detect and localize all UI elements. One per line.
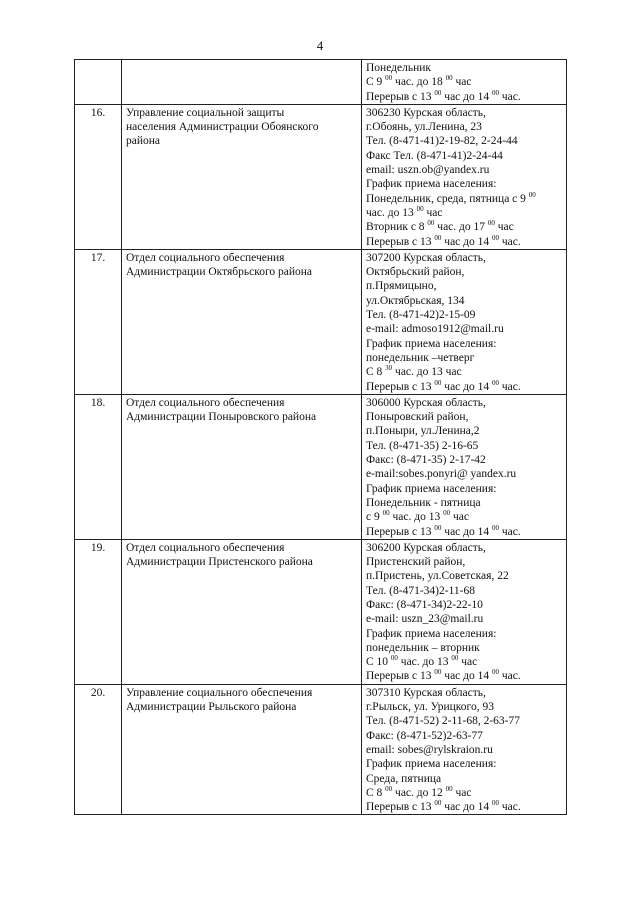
contact-text: Факс: (8-471-35) 2-17-42 (366, 454, 486, 467)
time-minutes: 00 (416, 204, 424, 213)
contact-line (366, 396, 562, 410)
contact-text: час. (499, 380, 521, 393)
organization-name-line: Администрации Поныровского района (126, 411, 317, 424)
contact-line (366, 380, 562, 394)
contact-text: час до 14 (441, 235, 492, 248)
contact-line (366, 106, 562, 120)
contact-text: час. до 13 (366, 206, 417, 219)
time-minutes: 00 (528, 190, 536, 199)
contact-text: п.Поныри, ул.Ленина,2 (366, 425, 480, 438)
time-minutes: 00 (434, 668, 442, 677)
time-minutes: 00 (434, 88, 442, 97)
contact-text: Перерыв с 13 (366, 235, 435, 248)
contact-text: e-mail: uszn_23@mail.ru (366, 613, 484, 626)
contact-line (366, 337, 562, 351)
contact-text: час до 14 (441, 525, 492, 538)
contact-line (366, 729, 562, 743)
contact-details (362, 684, 567, 815)
departments-table-body (75, 60, 567, 815)
contact-line (366, 308, 562, 322)
organization-name (122, 539, 362, 684)
contact-text: п.Прямицыно, (366, 280, 437, 293)
page-number: 4 (316, 38, 324, 53)
contact-line (366, 525, 562, 539)
contact-line (366, 75, 562, 89)
contact-text: час до 14 (441, 801, 492, 814)
contact-line (366, 612, 562, 626)
contact-text: час до 14 (441, 380, 492, 393)
row-number: 17. (75, 249, 122, 394)
contact-text: час. до 17 (434, 221, 488, 234)
contact-text: понедельник –четверг (366, 351, 475, 364)
organization-name (122, 104, 362, 249)
time-minutes: 00 (487, 219, 495, 228)
organization-name (122, 684, 362, 815)
organization-name-line: района (126, 135, 161, 148)
contact-line (366, 351, 562, 365)
contact-text: час до 14 (441, 90, 492, 103)
contact-text: час. до 13 (397, 656, 452, 669)
contact-text: п.Пристень, ул.Советская, 22 (366, 570, 509, 583)
time-minutes: 00 (445, 74, 453, 83)
contact-text: 306200 Курская область, (366, 541, 486, 554)
row-number (75, 60, 122, 105)
contact-text: Вторник с 8 (366, 221, 428, 234)
contact-text: Тел. (8-471-34)2-11-68 (366, 584, 475, 597)
contact-line (366, 757, 562, 771)
contact-text: Факс Тел. (8-471-41)2-24-44 (366, 149, 503, 162)
contact-text: Перерыв с 13 (366, 801, 435, 814)
time-minutes: 00 (492, 799, 499, 808)
contact-details (362, 539, 567, 684)
table-row (75, 394, 567, 539)
contact-line (366, 410, 562, 424)
time-minutes: 00 (492, 523, 499, 532)
contact-line (366, 453, 562, 467)
organization-name (122, 60, 362, 105)
contact-text: час (423, 206, 443, 219)
contact-details (362, 249, 567, 394)
contact-line (366, 598, 562, 612)
contact-text: График приема населения: (366, 337, 497, 350)
table-row (75, 104, 567, 249)
row-number: 20. (75, 684, 122, 815)
contact-text: С 9 (366, 76, 386, 89)
organization-name (122, 394, 362, 539)
contact-text: Тел. (8-471-52) 2-11-68, 2-63-77 (366, 715, 521, 728)
contact-text: График приема населения: (366, 758, 497, 771)
organization-name-line: Администрации Октябрьского района (126, 266, 313, 279)
time-minutes: 00 (427, 219, 435, 228)
contact-line (366, 235, 562, 249)
contact-text: С 8 (366, 786, 386, 799)
time-minutes: 00 (434, 799, 442, 808)
contact-text: Среда, пятница (366, 772, 442, 785)
contact-line (366, 496, 562, 510)
contact-text: час (494, 221, 514, 234)
contact-line (366, 700, 562, 714)
contact-line (366, 90, 562, 104)
contact-line (366, 279, 562, 293)
contact-text: 307310 Курская область, (366, 686, 486, 699)
time-minutes: 30 (385, 364, 393, 373)
contact-text: Тел. (8-471-42)2-15-09 (366, 309, 476, 322)
organization-name-line: Управление социального обеспечения (126, 686, 313, 699)
time-minutes: 00 (434, 523, 442, 532)
organization-name-line: населения Администрации Обоянского (126, 121, 319, 134)
time-minutes: 00 (492, 378, 499, 387)
contact-text: час до 14 (441, 670, 492, 683)
contact-line (366, 220, 562, 234)
contact-text: час (458, 656, 478, 669)
contact-line (366, 322, 562, 336)
contact-line (366, 772, 562, 786)
contact-text: Тел. (8-471-41)2-19-82, 2-24-44 (366, 135, 518, 148)
contact-details (362, 60, 567, 105)
contact-line (366, 627, 562, 641)
contact-line (366, 265, 562, 279)
contact-line (366, 510, 562, 524)
time-minutes: 00 (492, 233, 499, 242)
contact-details (362, 394, 567, 539)
organization-name-line: Отдел социального обеспечения (126, 541, 285, 554)
contact-text: Факс: (8-471-52)2-63-77 (366, 729, 483, 742)
table-row (75, 539, 567, 684)
table-row (75, 249, 567, 394)
contact-text: час. до 12 (392, 786, 446, 799)
contact-text: Факс: (8-471-34)2-22-10 (366, 598, 483, 611)
table-row (75, 684, 567, 815)
contact-details (362, 104, 567, 249)
contact-text: Понедельник (366, 62, 431, 74)
contact-text: час. (499, 525, 521, 538)
contact-text: час. (499, 801, 521, 814)
contact-line (366, 467, 562, 481)
contact-text: 306000 Курская область, (366, 396, 486, 409)
time-minutes: 00 (385, 74, 393, 83)
contact-text: 307200 Курская область, (366, 251, 486, 264)
contact-text: График приема населения: (366, 482, 497, 495)
contact-text: График приема населения: (366, 178, 497, 191)
organization-name-line: Администрации Рыльского района (126, 701, 297, 714)
contact-text: час. (499, 90, 521, 103)
contact-line (366, 555, 562, 569)
contact-text: График приема населения: (366, 627, 497, 640)
contact-line (366, 61, 562, 75)
contact-text: Тел. (8-471-35) 2-16-65 (366, 439, 479, 452)
contact-line (366, 251, 562, 265)
time-minutes: 00 (434, 378, 442, 387)
contact-line (366, 641, 562, 655)
contact-text: Понедельник, среда, пятница с 9 (366, 192, 529, 205)
contact-text: час. до 13 (389, 511, 444, 524)
contact-line (366, 655, 562, 669)
time-minutes: 00 (443, 509, 451, 518)
contact-text: email: sobes@rylskraion.ru (366, 743, 493, 756)
contact-line (366, 743, 562, 757)
contact-line (366, 149, 562, 163)
contact-line (366, 541, 562, 555)
contact-text: С 10 (366, 656, 391, 669)
contact-text: Перерыв с 13 (366, 90, 435, 103)
contact-text: Понедельник - пятница (366, 496, 481, 509)
time-minutes: 00 (492, 88, 499, 97)
contact-text: Перерыв с 13 (366, 525, 435, 538)
contact-line (366, 120, 562, 134)
row-number: 19. (75, 539, 122, 684)
departments-table (74, 59, 567, 815)
contact-text: понедельник – вторник (366, 641, 480, 654)
contact-line (366, 800, 562, 814)
time-minutes: 00 (445, 784, 453, 793)
organization-name (122, 249, 362, 394)
contact-text: час (452, 76, 472, 89)
organization-name-line: Отдел социального обеспечения (126, 251, 285, 264)
contact-line (366, 365, 562, 379)
row-number: 16. (75, 104, 122, 249)
organization-name-line: Отдел социального обеспечения (126, 396, 285, 409)
contact-line (366, 163, 562, 177)
contact-text: Перерыв с 13 (366, 380, 435, 393)
contact-text: Поныровский район, (366, 411, 469, 424)
contact-line (366, 669, 562, 683)
contact-text: час (450, 511, 469, 524)
contact-text: Октябрьский район, (366, 266, 465, 279)
contact-text: час. (499, 235, 521, 248)
contact-text: г.Обоянь, ул.Ленина, 23 (366, 121, 482, 134)
contact-text: Пристенский район, (366, 556, 466, 569)
contact-text: email: uszn.ob@yandex.ru (366, 164, 490, 177)
time-minutes: 00 (382, 509, 390, 518)
row-number: 18. (75, 394, 122, 539)
contact-text: Перерыв с 13 (366, 670, 435, 683)
contact-text: e-mail: admoso1912@mail.ru (366, 323, 504, 336)
contact-text: час. (499, 670, 521, 683)
contact-line (366, 177, 562, 191)
time-minutes: 00 (492, 668, 499, 677)
organization-name-line: Администрации Пристенского района (126, 556, 313, 569)
time-minutes: 00 (385, 784, 393, 793)
organization-name-line: Управление социальной защиты (126, 106, 285, 119)
contact-line (366, 569, 562, 583)
time-minutes: 00 (390, 654, 398, 663)
contact-line (366, 206, 562, 220)
contact-text: с 9 (366, 511, 383, 524)
contact-line (366, 192, 562, 206)
contact-text: e-mail:sobes.ponyri@ yandex.ru (366, 468, 517, 481)
contact-text: 306230 Курская область, (366, 106, 486, 119)
contact-line (366, 134, 562, 148)
contact-text: час. до 18 (392, 76, 446, 89)
contact-line (366, 439, 562, 453)
contact-text: час. до 13 час (392, 366, 462, 379)
contact-line (366, 424, 562, 438)
contact-text: г.Рыльск, ул. Урицкого, 93 (366, 701, 494, 714)
contact-line (366, 584, 562, 598)
table-row (75, 60, 567, 105)
time-minutes: 00 (451, 654, 459, 663)
contact-line (366, 482, 562, 496)
contact-line (366, 294, 562, 308)
contact-text: ул.Октябрьская, 134 (366, 294, 465, 307)
contact-text: час (452, 786, 472, 799)
contact-text: С 8 (366, 366, 386, 379)
contact-line (366, 714, 562, 728)
contact-line (366, 786, 562, 800)
contact-line (366, 686, 562, 700)
time-minutes: 00 (434, 233, 442, 242)
